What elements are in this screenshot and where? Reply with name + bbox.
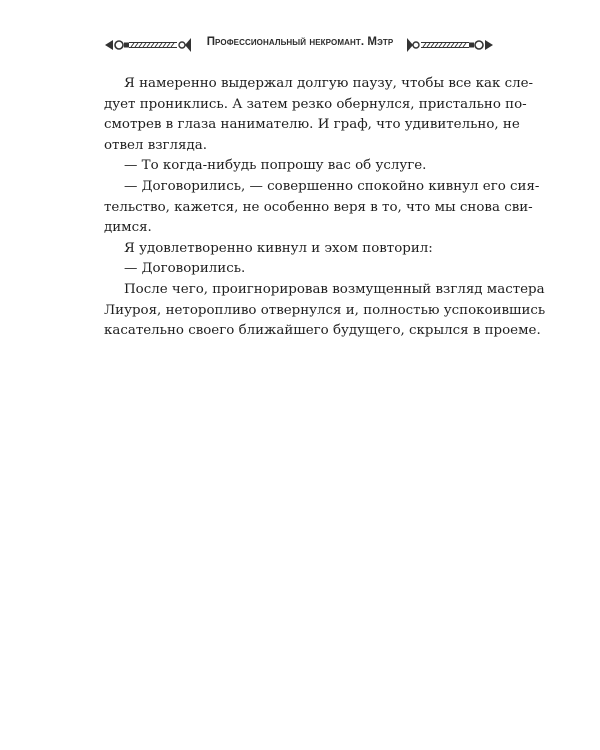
text-line: димся.: [104, 220, 152, 236]
text-line: тельство, кажется, не особенно веря в то, что мы снова сви-: [104, 199, 533, 215]
text-line: отвел взгляда.: [104, 137, 207, 153]
text-line: смотрев в глаза нанимателю. И граф, что удивительно, не: [104, 117, 520, 133]
text-line: касательно своего ближайшего будущего, скрылся в проеме.: [104, 323, 541, 339]
text-line: Я намеренно выдержал долгую паузу, чтобы все как сле-: [124, 76, 534, 91]
running-header: [0, 30, 600, 60]
right-spear-ornament-icon: [405, 30, 495, 60]
body-text: [104, 74, 546, 342]
text-line: Я удовлетворенно кивнул и эхом повторил:: [124, 240, 433, 256]
left-spear-ornament-icon: [103, 30, 193, 60]
text-line: — Договорились, — совершенно спокойно кивнул его сия-: [124, 178, 540, 194]
text-line: После чего, проигнорировав возмущенный взгляд мастера: [124, 281, 545, 297]
text-line: — То когда-нибудь попрошу вас об услуге.: [124, 158, 427, 174]
text-line: — Договорились.: [124, 261, 246, 277]
text-line: дует прониклись. А затем резко обернулся, пристально по-: [104, 96, 527, 112]
text-line: Лиуроя, неторопливо отвернулся и, полностью успокоившись: [104, 302, 546, 318]
running-header-title: Профессиональный некромант. Мэтр: [206, 36, 394, 48]
